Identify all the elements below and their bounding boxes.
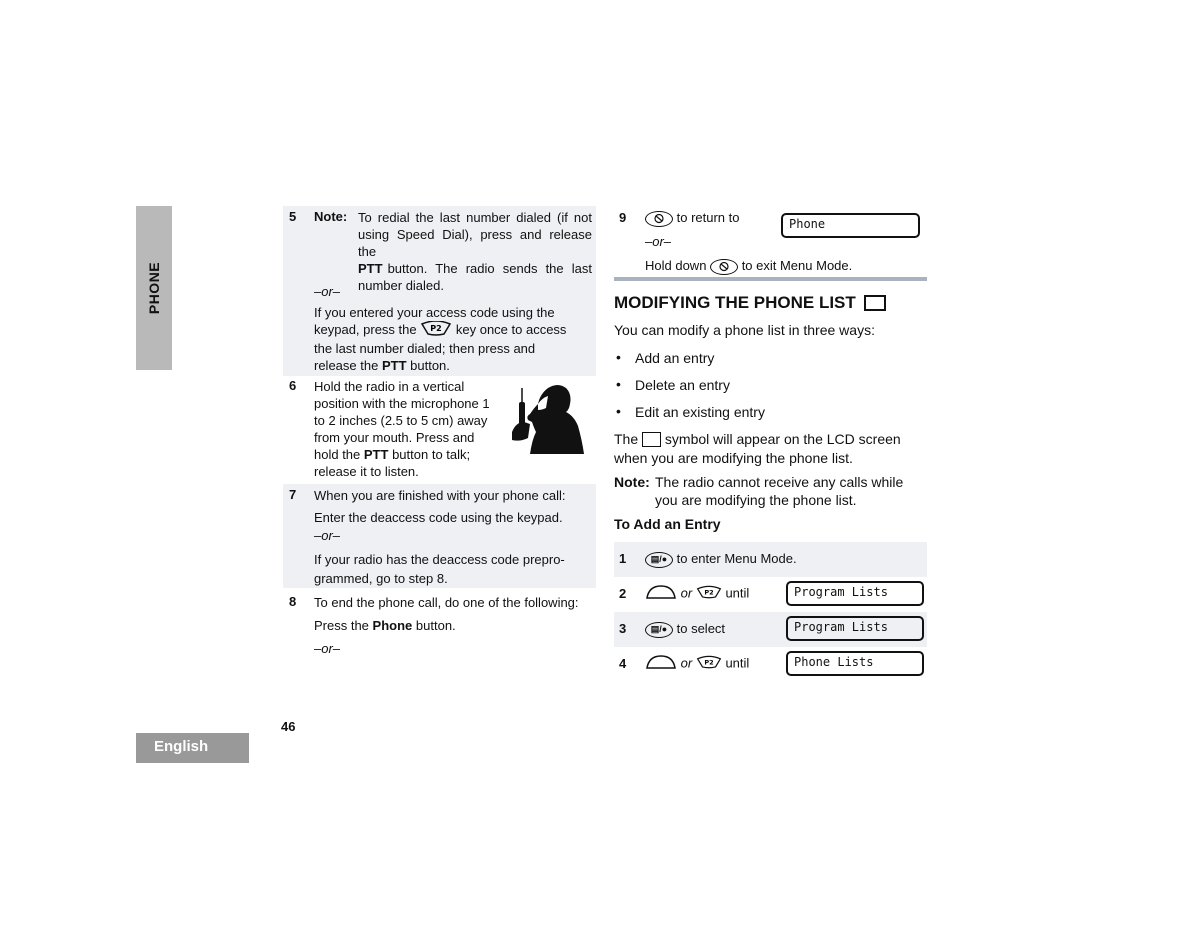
home-key-icon [645,211,673,227]
text-line: to 2 inches (2.5 to 5 cm) away [314,413,488,428]
intro-text: You can modify a phone list in three ways: [614,322,875,338]
page-number: 46 [281,719,296,734]
step-9-hold-line [645,257,852,275]
step-9-line [645,209,740,227]
svg-text:P2: P2 [704,658,714,667]
symbol-paragraph [614,430,928,468]
step-8-number: 8 [289,594,297,609]
section-divider [614,277,927,281]
bullet-item: Edit an existing entry [635,404,765,420]
text-span: release the [314,358,379,374]
note-label: Note: [314,209,348,224]
step-number: 4 [619,656,627,671]
step-row-text [645,584,749,604]
note-line: using Speed Dial), press and release the [358,227,592,259]
language-tab: English [136,733,249,763]
menu-select-icon: ▤/● [645,622,673,638]
text-line: If you entered your access code using the [314,305,555,320]
ptt-bold: PTT [381,358,407,374]
text-line: from your mouth. Press and [314,430,475,445]
bullet-item: Delete an entry [635,377,730,393]
ptt-bold: PTT [363,447,389,462]
lcd-display: Phone Lists [786,651,924,676]
section-tab [136,206,172,370]
home-key-icon [710,259,738,275]
scroll-up-icon [645,654,677,674]
menu-select-icon: ▤/● [645,552,673,568]
or-separator: –or– [314,641,341,656]
text-span: to exit Menu Mode. [741,258,853,273]
step-8-line-1: To end the phone call, do one of the following: [314,595,579,610]
note-label: Note: [614,474,650,490]
section-tab-label: PHONE [146,261,162,315]
lcd-display: Program Lists [786,616,924,641]
or-separator: –or– [314,284,341,299]
radio-user-silhouette [508,382,586,461]
text-line: release it to listen. [314,464,419,479]
note-line [358,260,592,277]
section-heading [614,293,886,313]
note-line: To redial the last number dialed (if not [358,210,592,225]
ptt-bold: PTT [358,261,383,276]
phone-list-symbol-icon [864,295,886,311]
text-span: Hold down [645,258,707,273]
heading-text: MODIFYING THE PHONE LIST [614,293,856,312]
step-row-text [645,550,797,568]
bullet-mark: • [616,376,621,392]
p2-key-icon [696,585,722,604]
text-line [314,357,594,374]
text-span: button. [415,618,456,633]
step-5-note [358,209,592,294]
step-number: 1 [619,551,627,566]
step-5-paragraph [314,304,594,374]
text-span: Press the [314,618,369,633]
p2-key-icon [696,655,722,674]
note-line-text: button. The radio sends the last [387,261,592,276]
text-span: symbol will appear on the LCD screen [664,431,901,447]
text-span: hold the [314,447,361,462]
note-line: number dialed. [358,278,444,293]
p2-key-icon [420,321,452,340]
step-number: 3 [619,621,627,636]
note-line: The radio cannot receive any calls while [655,474,904,490]
text-span: key once to access [455,322,567,337]
or-separator: –or– [645,234,672,249]
step-6-number: 6 [289,378,297,393]
text-span: The [614,431,639,447]
text-span: button to talk; [392,447,471,462]
step-7-line-1: When you are finished with your phone call: [314,488,566,503]
or-text: or [680,655,693,671]
text-span: keypad, press the [314,322,417,337]
note-line: you are modifying the phone list. [655,492,857,508]
bullet-item: Add an entry [635,350,715,366]
phone-list-symbol-icon [642,432,661,447]
text-span: button. [410,358,450,374]
text-line: the last number dialed; then press and [314,341,536,357]
step-6-text [314,378,514,480]
text-span: to enter Menu Mode. [676,551,797,566]
step-7-line-4: grammed, go to step 8. [314,571,448,586]
bullet-mark: • [616,403,621,419]
or-separator: –or– [314,528,341,543]
text-span: to return to [676,210,740,225]
text-line: Hold the radio in a vertical [314,379,465,394]
text-line: when you are modifying the phone list. [614,450,853,466]
text-span: to select [676,621,726,636]
text-line [614,430,928,449]
svg-text:P2: P2 [704,588,714,597]
step-row-text [645,620,725,638]
step-8-line-2 [314,617,456,634]
lcd-display: Phone [781,213,920,238]
or-text: or [680,585,693,601]
step-7-number: 7 [289,487,297,502]
phone-bold: Phone [372,618,413,633]
text-span: until [725,585,750,601]
svg-text:P2: P2 [430,324,442,334]
step-7-line-3: If your radio has the deaccess code prepro- [314,552,565,567]
step-row-text [645,654,749,674]
step-5-number: 5 [289,209,297,224]
text-line: position with the microphone 1 [314,396,490,411]
bullet-mark: • [616,349,621,365]
text-line [314,321,594,340]
step-7-line-2: Enter the deaccess code using the keypad. [314,510,563,525]
text-span: until [725,655,750,671]
lcd-display: Program Lists [786,581,924,606]
subheading: To Add an Entry [614,516,721,532]
step-9-number: 9 [619,210,627,225]
scroll-up-icon [645,584,677,604]
text-line [314,446,514,463]
step-number: 2 [619,586,627,601]
